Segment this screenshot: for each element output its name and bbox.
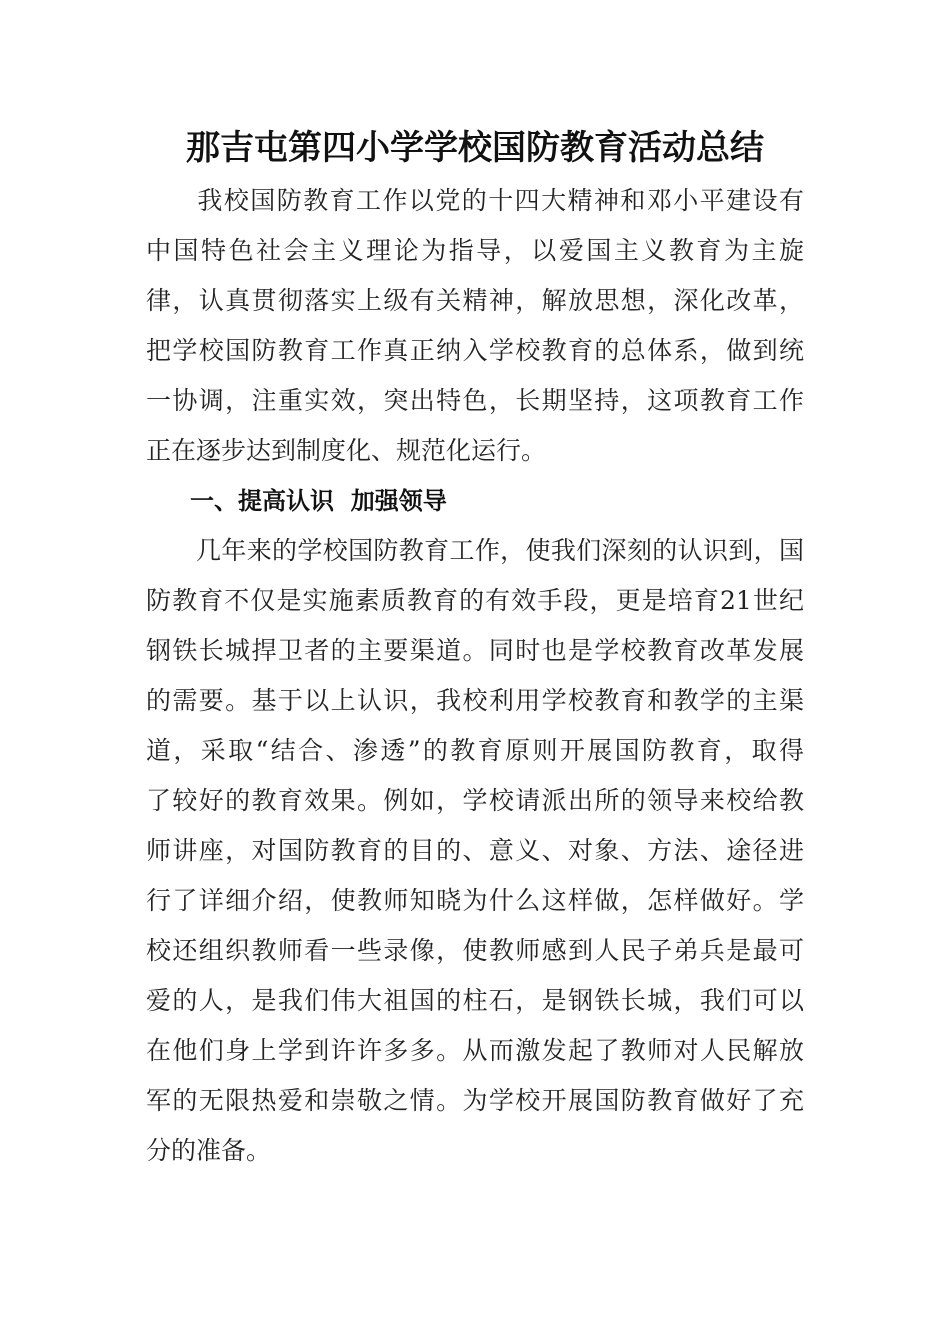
- section1-line: 爱的人，是我们伟大祖国的柱石，是钢铁长城，我们可以: [146, 986, 804, 1015]
- section1-line: 行了详细介绍，使教师知晓为什么这样做，怎样做好。学: [146, 886, 804, 915]
- intro-paragraph: [146, 176, 804, 476]
- section1-line: 在他们身上学到许许多多。从而激发起了教师对人民解放: [146, 1036, 804, 1065]
- section1-line: 分的准备。: [146, 1136, 272, 1165]
- section1-line: 钢铁长城捍卫者的主要渠道。同时也是学校教育改革发展: [146, 636, 804, 665]
- section1-paragraph: [146, 526, 804, 1176]
- section1-line: 师讲座，对国防教育的目的、意义、对象、方法、途径进: [146, 836, 804, 865]
- document-title: 那吉屯第四小学学校国防教育活动总结: [186, 128, 764, 168]
- intro-line: 正在逐步达到制度化、规范化运行。: [146, 436, 547, 465]
- section1-line: 几年来的学校国防教育工作，使我们深刻的认识到，国: [196, 536, 804, 565]
- section1-line: 道，采取“结合、渗透”的教育原则开展国防教育，取得: [146, 736, 804, 765]
- intro-line: 律，认真贯彻落实上级有关精神，解放思想，深化改革，: [146, 286, 804, 315]
- intro-line: 中国特色社会主义理论为指导，以爱国主义教育为主旋: [146, 236, 804, 265]
- intro-line: 我校国防教育工作以党的十四大精神和邓小平建设有: [171, 186, 804, 215]
- section1-line: 校还组织教师看一些录像，使教师感到人民子弟兵是最可: [146, 936, 804, 965]
- section-heading: 一、提高认识 加强领导: [190, 487, 447, 515]
- section1-line: 的需要。基于以上认识，我校利用学校教育和教学的主渠: [146, 686, 804, 715]
- section1-line: 了较好的教育效果。例如，学校请派出所的领导来校给教: [146, 786, 804, 815]
- intro-line: 把学校国防教育工作真正纳入学校教育的总体系，做到统: [146, 336, 804, 365]
- section1-line: 防教育不仅是实施素质教育的有效手段，更是培育21世纪: [146, 586, 804, 615]
- intro-line: 一协调，注重实效，突出特色，长期坚持，这项教育工作: [146, 386, 804, 415]
- section1-line: 军的无限热爱和崇敬之情。为学校开展国防教育做好了充: [146, 1086, 804, 1115]
